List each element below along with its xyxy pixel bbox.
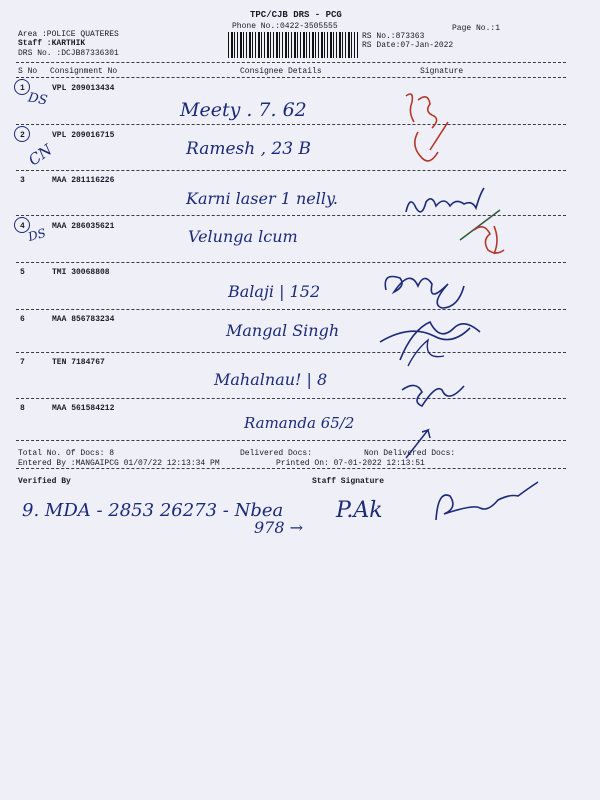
signature-row4 <box>474 226 504 254</box>
phone-number: Phone No.:0422-3505555 <box>232 22 338 31</box>
consignee-name: Ramanda 65/2 <box>244 414 355 432</box>
col-signature: Signature <box>420 67 464 76</box>
row-sno: 6 <box>20 315 25 324</box>
status-mark: DS <box>26 90 49 109</box>
col-consignment: Consignment No <box>50 67 118 76</box>
document-title: TPC/CJB DRS - PCG <box>250 10 342 20</box>
rs-date: RS Date:07-Jan-2022 <box>362 41 454 50</box>
delivered-docs: Delivered Docs: <box>240 449 313 458</box>
consignment-number: TEN 7184767 <box>52 358 105 367</box>
staff-signature-scribble <box>436 482 538 520</box>
signature-row2 <box>415 122 448 161</box>
signature-row7 <box>402 385 464 406</box>
consignee-name: Karni laser 1 nelly. <box>186 189 338 208</box>
row-sno: 2 <box>20 131 25 140</box>
consignee-name: Mangal Singh <box>226 321 340 340</box>
consignee-name: Mahalnau! | 8 <box>214 370 328 389</box>
non-delivered-docs: Non Delivered Docs: <box>364 449 456 458</box>
signature-row8 <box>406 430 430 458</box>
consignment-number: VPL 209013434 <box>52 84 115 93</box>
consignee-name: Velunga lcum <box>188 227 298 246</box>
consignee-name: Meety . 7. 62 <box>180 99 307 121</box>
signature-row1 <box>406 94 437 128</box>
entered-by: Entered By :MANGAIPCG 01/07/22 12:13:34 PM <box>18 459 220 468</box>
handwritten-note: 9. MDA - 2853 26273 - Nbea <box>22 500 284 521</box>
row-sno: 4 <box>20 222 25 231</box>
consignment-number: MAA 281116226 <box>52 176 115 185</box>
handwritten-note-tail: 978 → <box>254 518 304 537</box>
total-docs: Total No. Of Docs: 8 <box>18 449 115 458</box>
row-sno: 8 <box>20 404 25 413</box>
col-sno: S No <box>18 67 38 76</box>
consignee-name: Balaji | 152 <box>228 282 321 301</box>
consignee-name: Ramesh , 23 B <box>186 139 311 159</box>
consignment-number: MAA 856783234 <box>52 315 115 324</box>
col-consignee: Consignee Details <box>240 67 322 76</box>
row-sno: 5 <box>20 268 25 277</box>
signature-row3 <box>406 188 484 212</box>
printed-on: Printed On: 07-01-2022 12:13:51 <box>276 459 425 468</box>
row-sno: 1 <box>20 84 25 93</box>
status-mark: CN <box>25 140 56 170</box>
rs-number: RS No.:873363 <box>362 32 425 41</box>
consignment-number: TMI 30068808 <box>52 268 110 277</box>
page-number: Page No.:1 <box>452 24 501 33</box>
status-mark: DS <box>26 225 48 245</box>
verified-by: Verified By <box>18 477 71 486</box>
signature-stroke <box>460 210 500 240</box>
staff-label: Staff :KARTHIK <box>18 39 86 48</box>
area-label: Area :POLICE QUATERES <box>18 30 119 39</box>
consignment-number: VPL 209016715 <box>52 131 115 140</box>
handwritten-initials: P.Ak <box>336 498 383 523</box>
signature-row5 <box>385 277 464 309</box>
row-sno: 3 <box>20 176 25 185</box>
consignment-number: MAA 561584212 <box>52 404 115 413</box>
staff-signature-label: Staff Signature <box>312 477 385 486</box>
consignment-number: MAA 286035621 <box>52 222 115 231</box>
signature-stroke <box>408 340 444 366</box>
drs-number: DRS No. :DCJB87336301 <box>18 49 119 58</box>
row-sno: 7 <box>20 358 25 367</box>
